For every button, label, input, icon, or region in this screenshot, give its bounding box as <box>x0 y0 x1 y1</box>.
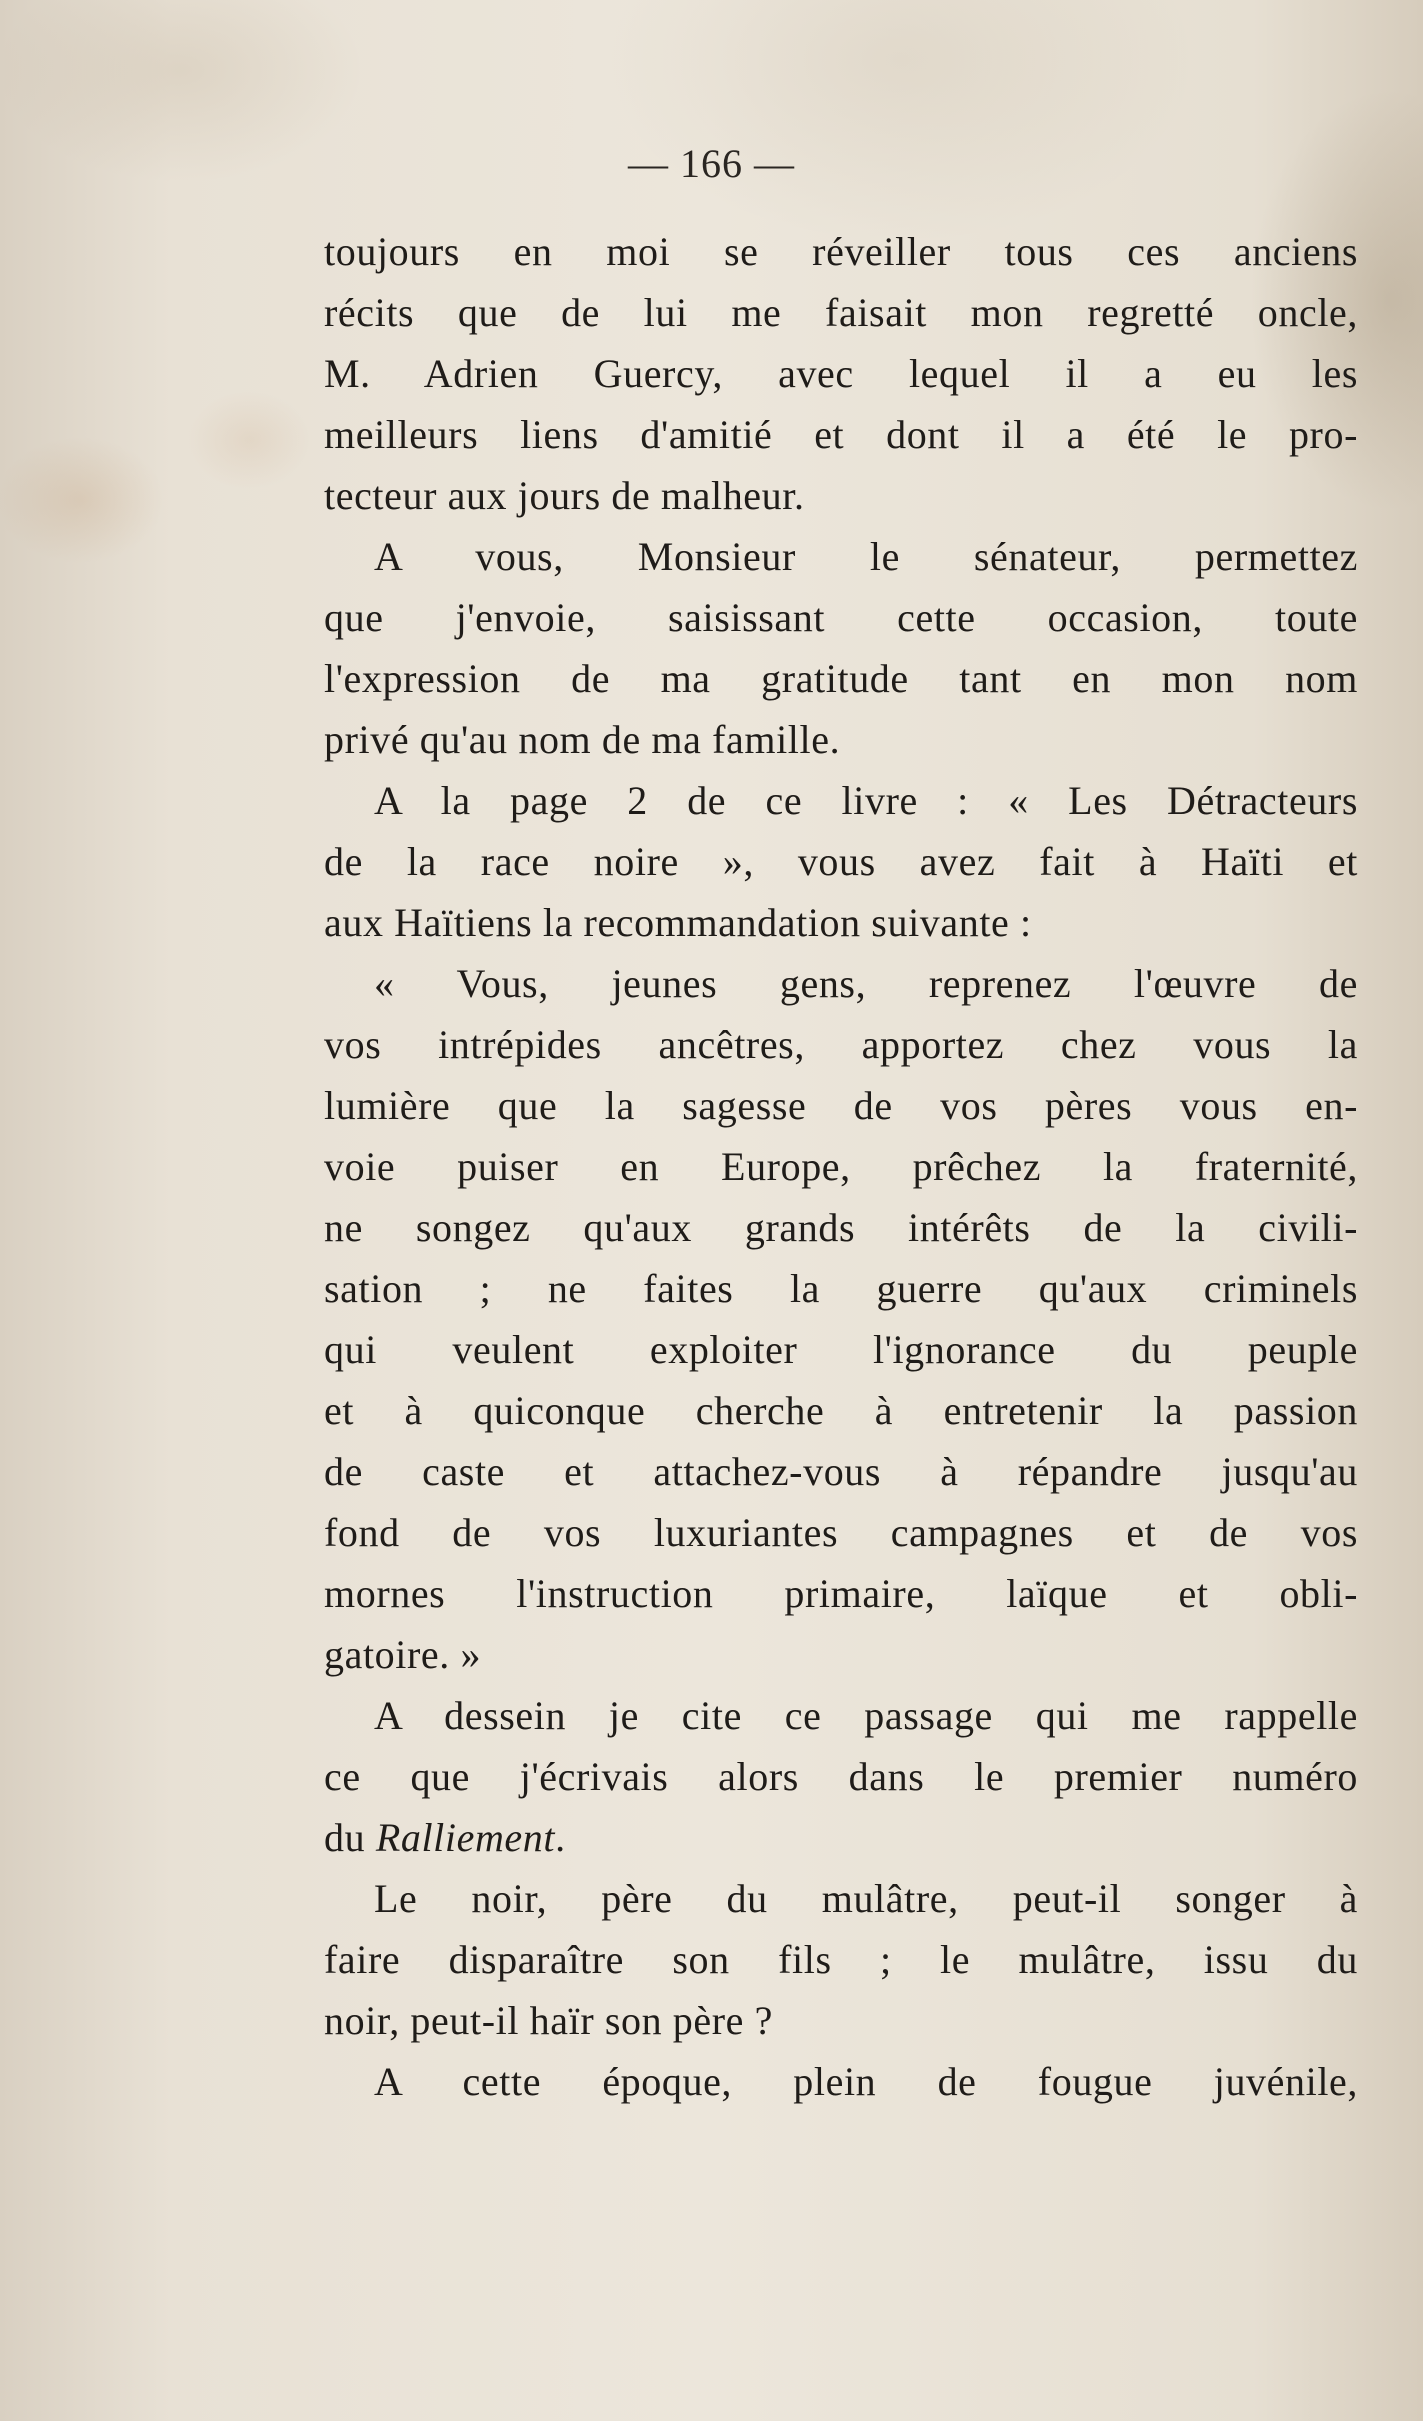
text-line: et à quiconque cherche à entretenir la passion <box>324 1388 1358 1433</box>
text-line: noir, peut-il haïr son père ? <box>324 1998 773 2043</box>
text-line: ne songez qu'aux grands intérêts de la civili- <box>324 1205 1358 1250</box>
text-line: récits que de lui me faisait mon regretté oncle, <box>324 290 1358 335</box>
text-line: fond de vos luxuriantes campagnes et de vos <box>324 1510 1358 1555</box>
text-line: de la race noire », vous avez fait à Haïti et <box>324 839 1358 884</box>
text-line: qui veulent exploiter l'ignorance du peuple <box>324 1327 1358 1372</box>
text-line: A la page 2 de ce livre : « Les Détracteurs <box>374 778 1358 823</box>
text-segment: . <box>555 1815 566 1860</box>
text-line: toujours en moi se réveiller tous ces anciens <box>324 229 1358 274</box>
text-line: l'expression de ma gratitude tant en mon nom <box>324 656 1358 701</box>
text-line: lumière que la sagesse de vos pères vous en- <box>324 1083 1358 1128</box>
text-line: A vous, Monsieur le sénateur, permettez <box>374 534 1358 579</box>
page-number: — 166 — <box>628 141 795 186</box>
text-line: ce que j'écrivais alors dans le premier numéro <box>324 1754 1358 1799</box>
text-line: voie puiser en Europe, prêchez la fraternité, <box>324 1144 1358 1189</box>
text-line: M. Adrien Guercy, avec lequel il a eu les <box>324 351 1358 396</box>
text-segment: du <box>324 1815 376 1860</box>
text-line: de caste et attachez-vous à répandre jusqu'au <box>324 1449 1358 1494</box>
text-line: Le noir, père du mulâtre, peut-il songer à <box>374 1876 1358 1921</box>
text-line: privé qu'au nom de ma famille. <box>324 717 841 762</box>
text-line: mornes l'instruction primaire, laïque et obli- <box>324 1571 1358 1616</box>
text-line: que j'envoie, saisissant cette occasion, toute <box>324 595 1358 640</box>
body-text <box>324 221 1358 2112</box>
text-line <box>324 1807 1358 1868</box>
text-line: aux Haïtiens la recommandation suivante : <box>324 900 1032 945</box>
text-line: sation ; ne faites la guerre qu'aux criminels <box>324 1266 1358 1311</box>
text-line: gatoire. » <box>324 1632 482 1677</box>
text-line: tecteur aux jours de malheur. <box>324 473 805 518</box>
text-line: A dessein je cite ce passage qui me rappelle <box>374 1693 1358 1738</box>
text-line: A cette époque, plein de fougue juvénile, <box>374 2059 1358 2104</box>
text-line: faire disparaître son fils ; le mulâtre, issu du <box>324 1937 1358 1982</box>
journal-title: Ralliement <box>375 1815 556 1860</box>
text-line: « Vous, jeunes gens, reprenez l'œuvre de <box>374 961 1358 1006</box>
text-line: meilleurs liens d'amitié et dont il a été le pro- <box>324 412 1358 457</box>
text-line: vos intrépides ancêtres, apportez chez vous la <box>324 1022 1358 1067</box>
